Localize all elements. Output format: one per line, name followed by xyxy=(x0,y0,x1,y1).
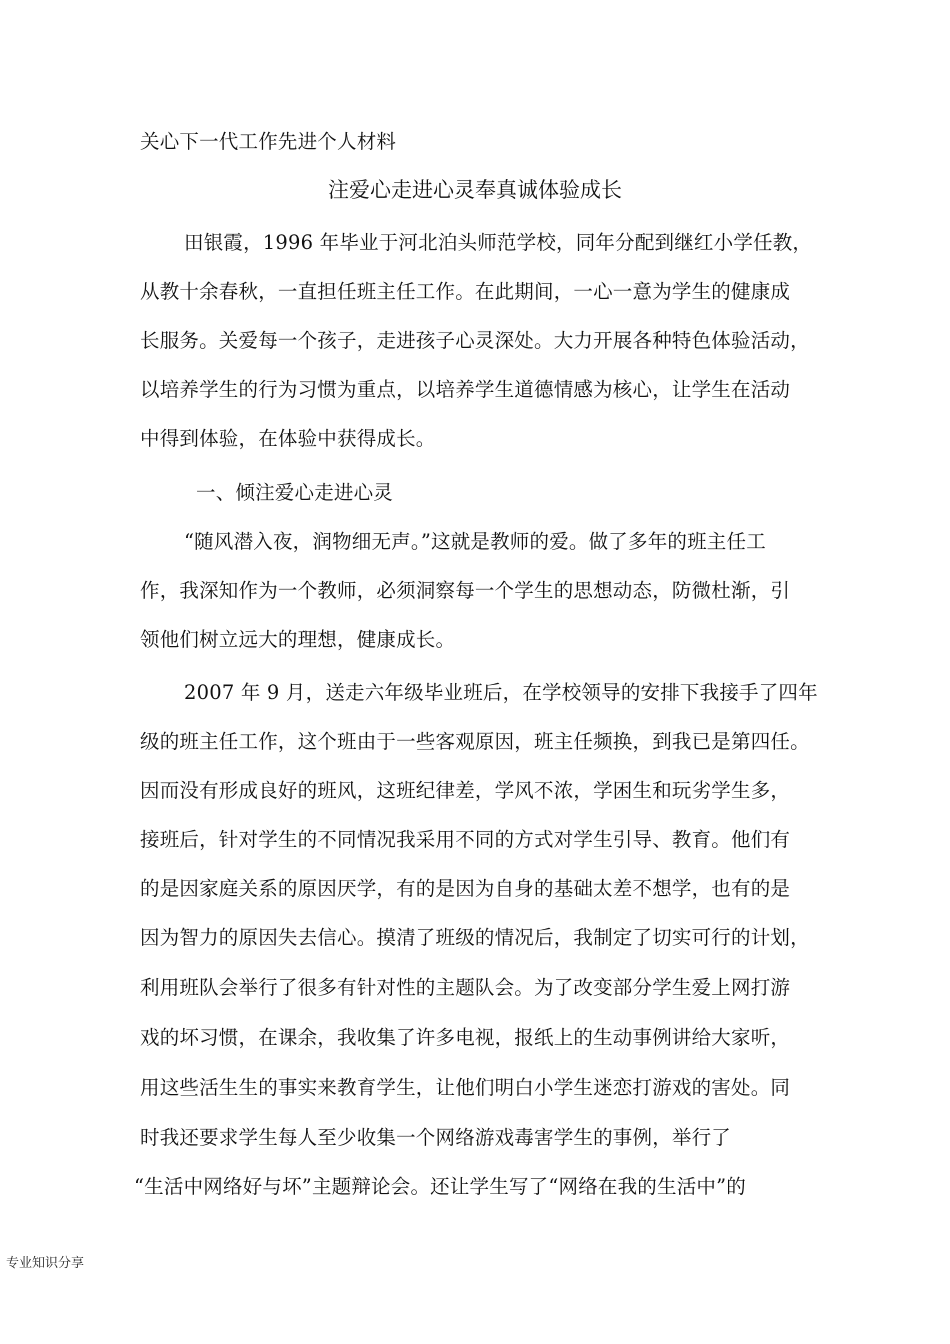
body-line: “随风潜入夜，润物细无声。”这就是教师的爱。做了多年的班主任工 xyxy=(184,530,766,553)
document-title: 注爱心走进心灵奉真诚体验成长 xyxy=(328,178,622,202)
body-line: 利用班队会举行了很多有针对性的主题队会。为了改变部分学生爱上网打游 xyxy=(140,976,791,999)
body-line: 级的班主任工作，这个班由于一些客观原因，班主任频换，到我已是第四任。 xyxy=(140,730,810,753)
body-line: 用这些活生生的事实来教育学生，让他们明白小学生迷恋打游戏的害处。同 xyxy=(140,1076,791,1099)
body-line: 田银霞，1996 年毕业于河北泊头师范学校，同年分配到继红小学任教， xyxy=(184,231,813,254)
body-line: 的是因家庭关系的原因厌学，有的是因为自身的基础太差不想学，也有的是 xyxy=(140,877,791,900)
body-line: 以培养学生的行为习惯为重点，以培养学生道德情感为核心，让学生在活动 xyxy=(140,378,791,401)
body-line: 作，我深知作为一个教师，必须洞察每一个学生的思想动态，防微杜渐，引 xyxy=(140,579,791,602)
body-line: 从教十余春秋，一直担任班主任工作。在此期间，一心一意为学生的健康成 xyxy=(140,280,791,303)
footer-note: 专业知识分享 xyxy=(6,1256,85,1271)
body-line: 领他们树立远大的理想，健康成长。 xyxy=(140,628,456,651)
body-line: “生活中网络好与坏”主题辩论会。还让学生写了“网络在我的生活中”的 xyxy=(134,1175,746,1198)
body-line: 因而没有形成良好的班风，这班纪律差，学风不浓，学困生和玩劣学生多， xyxy=(140,779,791,802)
body-line: 接班后，针对学生的不同情况我采用不同的方式对学生引导、教育。他们有 xyxy=(140,828,791,851)
body-line: 因为智力的原因失去信心。摸清了班级的情况后，我制定了切实可行的计划， xyxy=(140,926,810,949)
body-line: 长服务。关爱每一个孩子，走进孩子心灵深处。大力开展各种特色体验活动， xyxy=(140,329,810,352)
body-line: 戏的坏习惯，在课余，我收集了许多电视，报纸上的生动事例讲给大家听， xyxy=(140,1026,791,1049)
document-label: 关心下一代工作先进个人材料 xyxy=(140,130,397,153)
body-line: 2007 年 9 月，送走六年级毕业班后，在学校领导的安排下我接手了四年 xyxy=(184,681,818,704)
section-heading: 一、倾注爱心走进心灵 xyxy=(196,481,394,504)
body-line: 中得到体验，在体验中获得成长。 xyxy=(140,427,436,450)
body-line: 时我还要求学生每人至少收集一个网络游戏毒害学生的事例，举行了 xyxy=(140,1126,732,1149)
